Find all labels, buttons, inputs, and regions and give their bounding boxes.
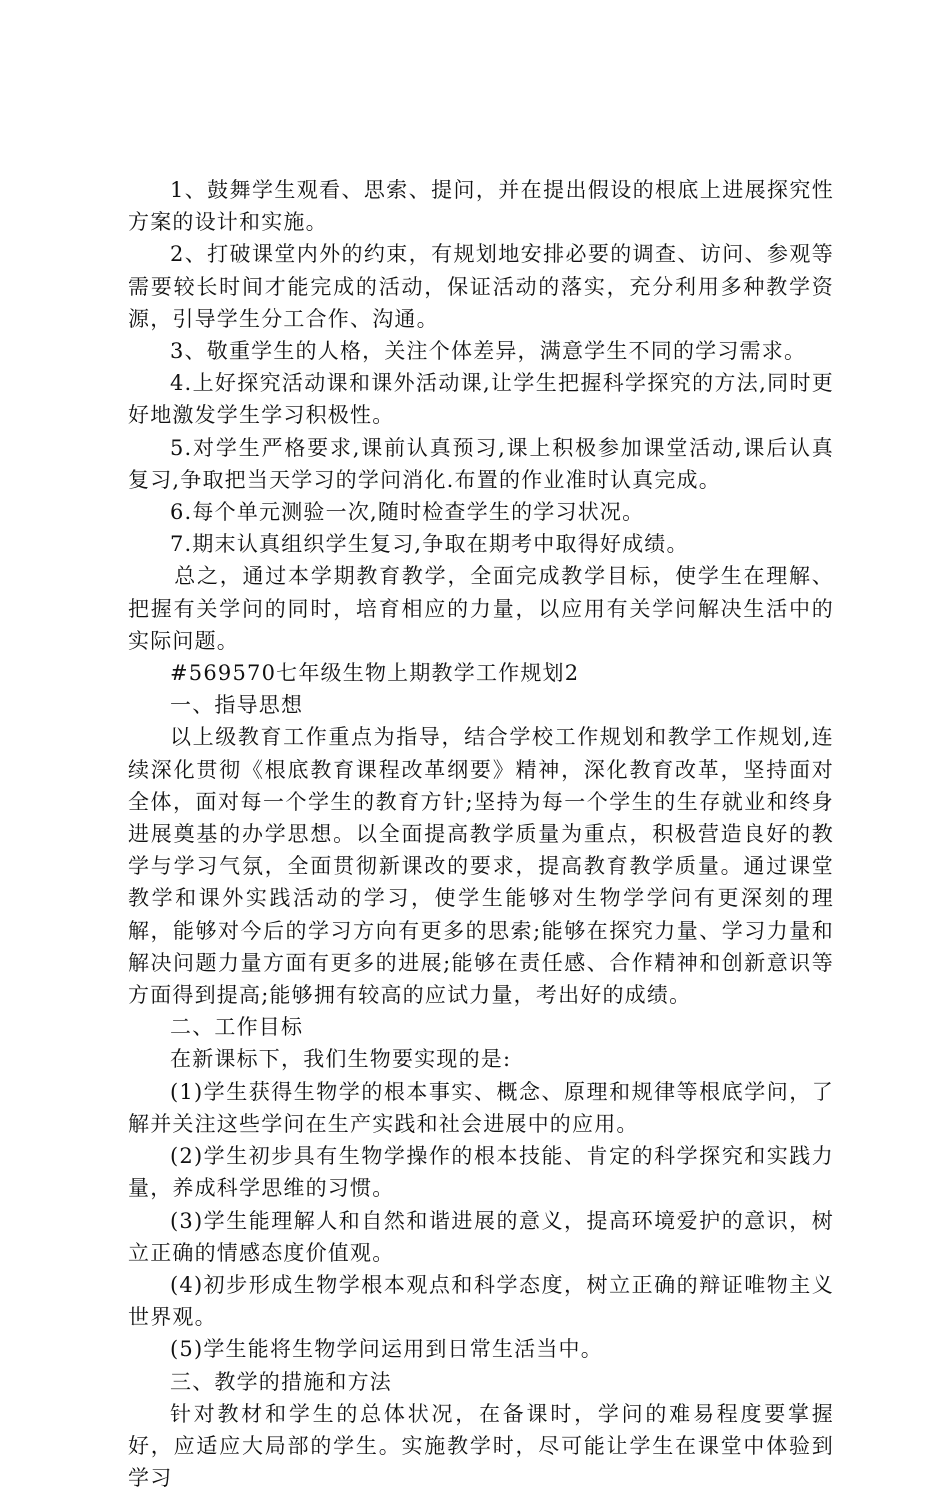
section-heading-work-goals: 二、工作目标: [170, 1015, 304, 1040]
section-heading-teaching-methods: 三、教学的措施和方法: [170, 1369, 392, 1394]
goal-item-5: (5)学生能将生物学问运用到日常生活当中。: [170, 1337, 603, 1362]
paragraph-measure-1: 1、鼓舞学生观看、思索、提问，并在提出假设的根底上进展探究性方案的设计和实施。: [128, 178, 834, 235]
document-body: [128, 174, 834, 1494]
paragraph-measure-7: 7.期末认真组织学生复习,争取在期考中取得好成绩。: [170, 532, 689, 557]
goal-item-2: (2)学生初步具有生物学操作的根本技能、肯定的科学探究和实践力量，养成科学思维的习惯。: [128, 1144, 834, 1201]
paragraph-measure-6: 6.每个单元测验一次,随时检查学生的学习状况。: [170, 500, 645, 525]
paragraph-summary: 总之，通过本学期教育教学，全面完成教学目标，使学生在理解、把握有关学问的同时，培育相应的力量，以应用有关学问解决生活中的实际问题。: [128, 564, 834, 653]
paragraph-measure-2: 2、打破课堂内外的约束，有规划地安排必要的调查、访问、参观等需要较长时间才能完成的活动，保证活动的落实，充分利用多种教学资源，引导学生分工合作、沟通。: [128, 242, 834, 331]
paragraph-goals-intro: 在新课标下，我们生物要实现的是:: [170, 1047, 512, 1072]
paragraph-measure-5: 5.对学生严格要求,课前认真预习,课上积极参加课堂活动,课后认真复习,争取把当天学习的学问消化.布置的作业准时认真完成。: [128, 435, 834, 492]
paragraph-measure-4: 4.上好探究活动课和课外活动课,让学生把握科学探究的方法,同时更好地激发学生学习积极性。: [128, 371, 834, 428]
goal-item-1: (1)学生获得生物学的根本事实、概念、原理和规律等根底学问，了解并关注这些学问在生产实践和社会进展中的应用。: [128, 1079, 834, 1136]
paragraph-guiding-thought: 以上级教育工作重点为指导，结合学校工作规划和教学工作规划,连续深化贯彻《根底教育课程改革纲要》精神，深化教育改革，坚持面对全体，面对每一个学生的教育方针;坚持为每一个学生的生存就业和终身进展奠基的办学思想。以全面提高教学质量为重点，积极营造良好的教学与学习气氛，全面贯彻新课改的要求，提高教育教学质量。通过课堂教学和课外实践活动的学习，使学生能够对生物学学问有更深刻的理解，能够对今后的学习方向有更多的思索;能够在探究力量、学习力量和解决问题力量方面有更多的进展;能够在责任感、合作精神和创新意识等方面得到提高;能够拥有较高的应试力量，考出好的成绩。: [128, 725, 834, 1008]
paragraph-teaching-methods: 针对教材和学生的总体状况，在备课时，学问的难易程度要掌握好，应适应大局部的学生。实施教学时，尽可能让学生在课堂中体验到学习: [128, 1401, 834, 1491]
section-heading-guiding-thought: 一、指导思想: [170, 693, 304, 718]
paragraph-measure-3: 3、敬重学生的人格，关注个体差异，满意学生不同的学习需求。: [170, 339, 807, 364]
goal-item-4: (4)初步形成生物学根本观点和科学态度，树立正确的辩证唯物主义世界观。: [128, 1272, 834, 1330]
goal-item-3: (3)学生能理解人和自然和谐进展的意义，提高环境爱护的意识，树立正确的情感态度价值观。: [128, 1208, 834, 1265]
document-title: #569570七年级生物上期教学工作规划2: [170, 661, 580, 686]
